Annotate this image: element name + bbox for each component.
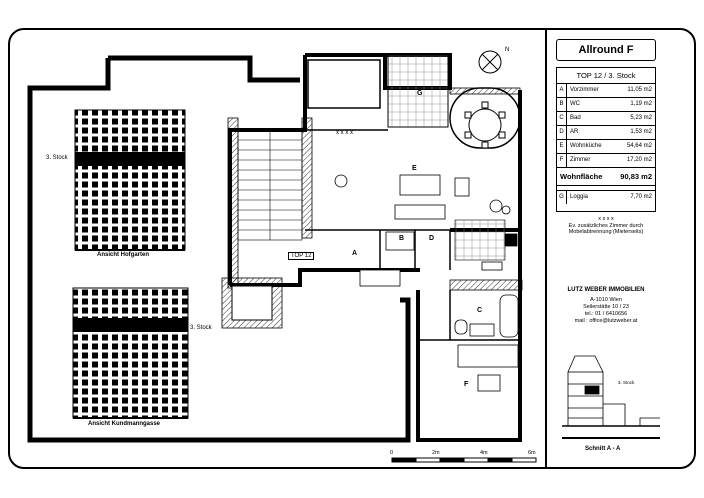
total-area-row: Wohnfläche 90,83 m2: [557, 168, 655, 186]
scale-tick-0: 0: [390, 450, 394, 456]
table-row: C Bad 5,23 m2: [557, 112, 655, 126]
bath-wall: [450, 280, 522, 290]
svg-text:N: N: [505, 47, 510, 53]
room-label-g: G: [417, 90, 423, 97]
room-label-e: E: [412, 165, 417, 172]
layout-note: x x x x Ev. zusätzliches Zimmer durch Mobelabtrennung (Mieterseits): [568, 216, 644, 235]
scale-bar: [392, 458, 536, 462]
company-email: mail : office@lutzweber.at: [574, 318, 638, 324]
elevation-floor-marker-2: 3. Stock: [190, 325, 212, 331]
unit-heading: TOP 12 / 3. Stock: [557, 68, 655, 84]
company-name: LUTZ WEBER IMMOBILIEN: [567, 287, 645, 293]
table-row: E Wohnküche 54,64 m2: [557, 140, 655, 154]
desk: [478, 375, 500, 391]
dining-table: [465, 102, 505, 148]
room-label-d: D: [429, 235, 435, 242]
scale-tick-2: 2m: [432, 450, 440, 456]
scale-tick-4: 4m: [480, 450, 488, 456]
scale-tick-6: 6m: [528, 450, 536, 456]
loggia-row: G Loggia 7,70 m2: [557, 191, 655, 204]
table-row: D AR 1,53 m2: [557, 126, 655, 140]
layout-title: Allround F: [556, 39, 656, 61]
table-row: B WC 1,19 m2: [557, 98, 655, 112]
company-address-1: A-1010 Wien: [590, 297, 622, 303]
room-label-a: A: [352, 250, 358, 257]
room-label-f: F: [464, 381, 469, 388]
stair-wall-left: [228, 118, 238, 288]
courtyard-elevation-caption: Ansicht Hofgarten: [97, 252, 150, 258]
section-caption: Schnitt A - A: [585, 446, 621, 452]
courtyard-elevation: [75, 110, 185, 250]
street-elevation: [73, 288, 188, 418]
bathroom-fixtures: [455, 295, 518, 367]
company-address-2: Seilerstätte 10 / 23: [583, 304, 629, 310]
table-row: F Zimmer 17,20 m2: [557, 154, 655, 168]
lift-shaft: [232, 286, 272, 320]
staircase: [238, 130, 302, 240]
room-label-b: B: [399, 235, 405, 242]
north-arrow-icon: [479, 47, 509, 73]
room-label-c: C: [477, 307, 483, 314]
table-row: A Vorzimmer 11,05 m2: [557, 84, 655, 98]
street-elevation-caption: Ansicht Kundmanngasse: [88, 421, 161, 427]
stair-wall-right: [302, 118, 312, 238]
entrance-cabinet: [360, 270, 400, 286]
plan-marker: x x x x: [336, 130, 354, 136]
kitchen-tiles: [455, 220, 505, 260]
bay-wall: [450, 88, 520, 94]
company-phone: tel.: 01 / 6410656: [584, 311, 628, 317]
elevation-floor-marker-1: 3. Stock: [46, 155, 68, 161]
top-12-label: TOP 12: [288, 252, 314, 260]
section-drawing: [562, 356, 660, 438]
company-info: [556, 287, 656, 325]
room-area-table: [556, 67, 656, 212]
section-floor-marker: 3. Stock: [618, 380, 635, 385]
